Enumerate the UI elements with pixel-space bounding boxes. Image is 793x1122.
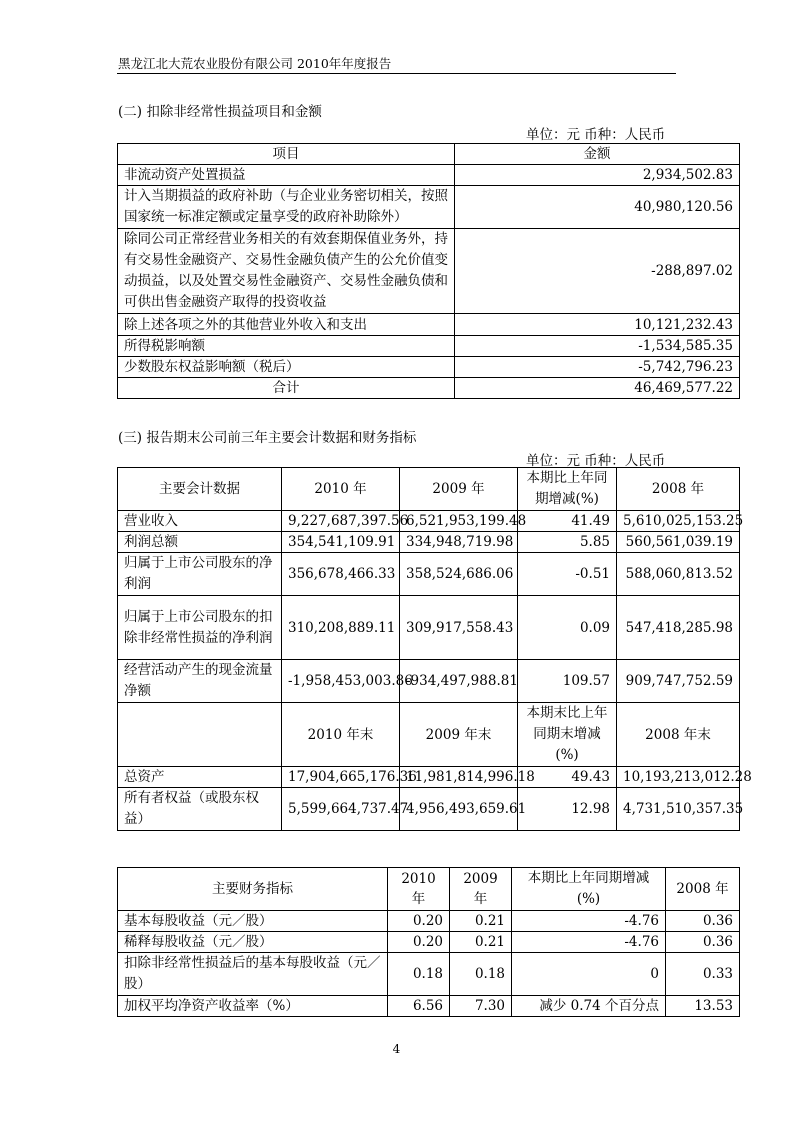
value-cell: -4.76: [512, 911, 666, 932]
col-header: 主要财务指标: [118, 868, 388, 911]
col-header: 2008 年: [666, 868, 740, 911]
row-label: 营业收入: [118, 511, 282, 532]
row-label: 所有者权益（或股东权益）: [118, 788, 282, 831]
amount-cell: 2,934,502.83: [455, 165, 740, 186]
value-cell: 17,904,665,176.36: [282, 767, 400, 788]
table-row: [118, 553, 740, 596]
nonrecurring-items-table: [117, 143, 740, 399]
col-header: 主要会计数据: [118, 468, 282, 511]
table-row: [118, 767, 740, 788]
value-cell: 310,208,889.11: [282, 596, 400, 660]
value-cell: 588,060,813.52: [617, 553, 740, 596]
section2-title: (二) 扣除非经常性损益项目和金额: [118, 104, 322, 120]
row-label: 加权平均净资产收益率（%）: [118, 996, 388, 1017]
section2-unit: 单位：元 币种：人民币: [526, 127, 666, 143]
table-row: [118, 336, 740, 357]
value-cell: 0.36: [666, 911, 740, 932]
value-cell: 0.09: [518, 596, 617, 660]
item-cell: 少数股东权益影响额（税后）: [118, 357, 455, 378]
amount-cell: 10,121,232.43: [455, 314, 740, 336]
value-cell: 0.36: [666, 932, 740, 953]
value-cell: 13.53: [666, 996, 740, 1017]
value-cell: 909,747,752.59: [617, 660, 740, 703]
value-cell: -0.51: [518, 553, 617, 596]
value-cell: 12.98: [518, 788, 617, 831]
amount-cell: -5,742,796.23: [455, 357, 740, 378]
col-header: [118, 703, 282, 767]
section3-title: (三) 报告期末公司前三年主要会计数据和财务指标: [118, 430, 417, 446]
value-cell: 560,561,039.19: [617, 532, 740, 553]
value-cell: 0.33: [666, 953, 740, 996]
value-cell: 0.21: [450, 932, 512, 953]
row-label: 归属于上市公司股东的扣除非经常性损益的净利润: [118, 596, 282, 660]
row-label: 扣除非经常性损益后的基本每股收益（元／股）: [118, 953, 388, 996]
item-cell: 所得税影响额: [118, 336, 455, 357]
value-cell: 0.18: [388, 953, 450, 996]
report-header-title: 黑龙江北大荒农业股份有限公司 2010年年度报告: [118, 56, 392, 71]
col-header: 本期比上年同期增减(%): [518, 468, 617, 511]
total-row: [118, 378, 740, 399]
table-row: [118, 314, 740, 336]
value-cell: 4,731,510,357.35: [617, 788, 740, 831]
value-cell: 10,193,213,012.28: [617, 767, 740, 788]
financial-indicators-table: [117, 867, 740, 1017]
value-cell: 0.20: [388, 932, 450, 953]
table-row: [118, 186, 740, 229]
amount-cell: -1,534,585.35: [455, 336, 740, 357]
value-cell: -1,958,453,003.86: [282, 660, 400, 703]
row-label: 经营活动产生的现金流量净额: [118, 660, 282, 703]
col-header-amount: 金额: [455, 144, 740, 165]
col-header: 2009 年: [400, 468, 518, 511]
table-row: [118, 165, 740, 186]
value-cell: 9,227,687,397.56: [282, 511, 400, 532]
value-cell: 334,948,719.98: [400, 532, 518, 553]
total-label: 合计: [118, 378, 455, 399]
row-label: 稀释每股收益（元／股）: [118, 932, 388, 953]
row-label: 基本每股收益（元／股）: [118, 911, 388, 932]
table-row: [118, 532, 740, 553]
item-cell: 计入当期损益的政府补助（与企业业务密切相关，按照国家统一标准定额或定量享受的政府补助除外）: [118, 186, 455, 229]
value-cell: 5.85: [518, 532, 617, 553]
value-cell: 6.56: [388, 996, 450, 1017]
table-row: [118, 932, 740, 953]
accounting-data-table: [117, 467, 752, 831]
table-row: [118, 660, 740, 703]
table-row: [118, 229, 740, 314]
col-header: 2009 年末: [400, 703, 518, 767]
value-cell: 4,956,493,659.61: [400, 788, 518, 831]
amount-cell: 40,980,120.56: [455, 186, 740, 229]
value-cell: 6,521,953,199.48: [400, 511, 518, 532]
value-cell: -4.76: [512, 932, 666, 953]
table-row: [118, 911, 740, 932]
value-cell: 356,678,466.33: [282, 553, 400, 596]
value-cell: 0.20: [388, 911, 450, 932]
page-number: 4: [392, 1042, 401, 1056]
col-header: 2008 年末: [617, 703, 740, 767]
table-row: [118, 996, 740, 1017]
value-cell: -934,497,988.81: [400, 660, 518, 703]
value-cell: 0.18: [450, 953, 512, 996]
col-header: 本期末比上年同期末增减(%): [518, 703, 617, 767]
section3-unit: 单位：元 币种：人民币: [526, 453, 666, 469]
row-label: 总资产: [118, 767, 282, 788]
value-cell: 358,524,686.06: [400, 553, 518, 596]
col-header: 本期比上年同期增减(%): [512, 868, 666, 911]
table-row: [118, 953, 740, 996]
value-cell: 354,541,109.91: [282, 532, 400, 553]
item-cell: 非流动资产处置损益: [118, 165, 455, 186]
item-cell: 除同公司正常经营业务相关的有效套期保值业务外，持有交易性金融资产、交易性金融负债产生的公允价值变动损益，以及处置交易性金融资产、交易性金融负债和可供出售金融资产取得的投资收益: [118, 229, 455, 314]
table-row: [118, 596, 740, 660]
col-header: 2010 年: [282, 468, 400, 511]
value-cell: 49.43: [518, 767, 617, 788]
value-cell: 5,610,025,153.25: [617, 511, 740, 532]
value-cell: 0: [512, 953, 666, 996]
table-row: [118, 357, 740, 378]
col-header: 2009 年: [450, 868, 512, 911]
value-cell: 0.21: [450, 911, 512, 932]
table-row: [118, 788, 740, 831]
value-cell: 11,981,814,996.18: [400, 767, 518, 788]
header-rule: [117, 73, 676, 74]
col-header: 2010 年: [388, 868, 450, 911]
row-label: 归属于上市公司股东的净利润: [118, 553, 282, 596]
total-amount: 46,469,577.22: [455, 378, 740, 399]
item-cell: 除上述各项之外的其他营业外收入和支出: [118, 314, 455, 336]
value-cell: 7.30: [450, 996, 512, 1017]
value-cell: 减少 0.74 个百分点: [512, 996, 666, 1017]
value-cell: 547,418,285.98: [617, 596, 740, 660]
subheader-row: [118, 703, 740, 767]
col-header-item: 项目: [118, 144, 455, 165]
amount-cell: -288,897.02: [455, 229, 740, 314]
value-cell: 5,599,664,737.47: [282, 788, 400, 831]
col-header: 2008 年: [617, 468, 740, 511]
value-cell: 41.49: [518, 511, 617, 532]
col-header: 2010 年末: [282, 703, 400, 767]
value-cell: 109.57: [518, 660, 617, 703]
table-row: [118, 511, 740, 532]
value-cell: 309,917,558.43: [400, 596, 518, 660]
row-label: 利润总额: [118, 532, 282, 553]
